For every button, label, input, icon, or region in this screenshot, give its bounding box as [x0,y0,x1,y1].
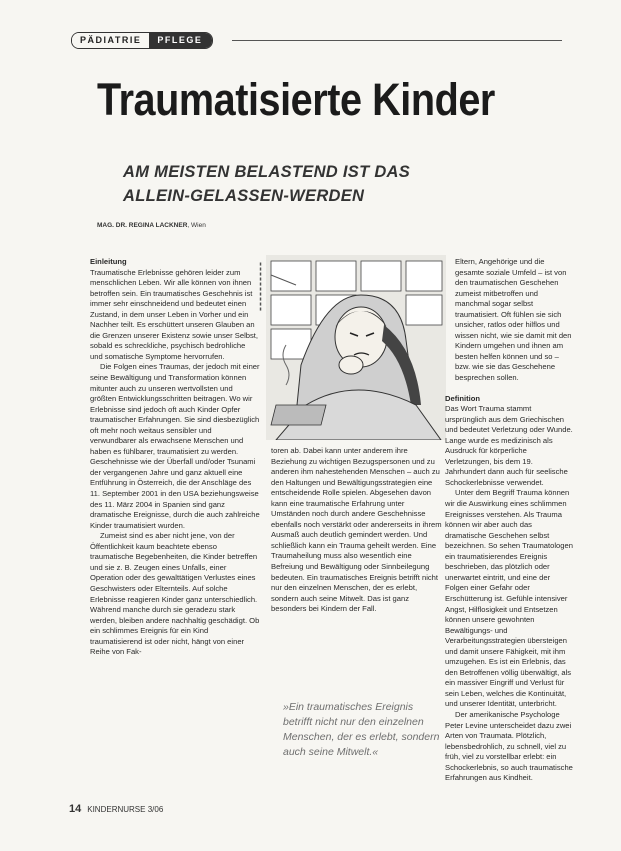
illustration-credit-mark: ▮▮▮▮▮▮▮▮▮▮ [258,262,263,312]
article-title: Traumatisierte Kinder [97,74,495,125]
paragraph: Der amerikanische Psychologe Peter Levine unterscheidet dazu zwei Arten von Traumata. Plötzlich, lebensbedrohlich, zu schnell, viel zu früh, viel zu vorstellbar erlebt: ein Schockerlebnis, so auch traumatische Erfahrungen aus Kindheit. [445,709,573,783]
subtitle-line-1: AM MEISTEN BELASTEND IST DAS [123,163,411,181]
rubric-paediatrie: PÄDIATRIE [72,33,149,48]
article-subtitle [123,160,410,208]
rubric-pflege: PFLEGE [149,33,212,48]
publication-issue: KINDERNURSE 3/06 [87,805,164,814]
subtitle-line-2: ALLEIN-GELASSEN-WERDEN [123,187,365,205]
byline [97,222,206,229]
header-rule [232,40,562,41]
illustration-sad-girl [266,255,446,440]
page-footer [69,803,163,815]
paragraph: Traumatische Erlebnisse gehören leider zum menschlichen Leben. Wir alle können von ihnen betroffen sein. Ein traumatisches Geschehnis ist immer sehr einschneidend und bedeutet einen Zustand, in dem unser Leben in Vorher und ein Nachher teilt. Es erschüttert unseren Glauben an die Grenzen unserer Existenz sowie unser Selbst, sobald es schreckliche, psychisch bedrohliche und somatische Symptome hervorrufen. [90,267,258,361]
author-name: MAG. DR. REGINA LACKNER [97,222,188,229]
paragraph: Die Folgen eines Traumas, der jedoch mit einer seine Bewältigung und Transformation können mitunter auch zu unseren wertvollsten und größten Entwicklungsschritten beitragen. Wo wir Erlebnisse sind jedoch oft auch Kinder Opfer traumatischer Erfahrungen. Sie sind diesbezüglich oft mehr noch weitaus sensibler und verwundbarer als erwachsene Menschen und haben es fühlbarer, traumatisiert zu werden. Geschehnisse wie der Überfall und/oder Tsunami der vergangenen Jahre und ganz aktuell eine Entführung in Österreich, die der Anschläge des 11. September 2001 in den USA beziehungsweise des 11. März 2004 in Spanien sind ganz dramatische Ereignisse, durch die auch zahlreiche Kinder traumatisiert wurden. [90,362,260,530]
page-number: 14 [69,803,82,815]
paragraph: Das Wort Trauma stammt ursprünglich aus dem Griechischen und bedeutet Verletzung oder Wunde. Lange wurde es medizinisch als Ausdruck für körperliche Verletzungen, bis dem 19. Jahrhundert dann auch für seelische Schockerlebnisse verwendet. [445,404,573,487]
text-column-3 [445,257,573,784]
text-column-2 [271,446,443,615]
paragraph: toren ab. Dabei kann unter anderem ihre Beziehung zu wichtigen Bezugspersonen und zu anderen ihm nahestehenden Menschen – auch zu den Haltungen und Bewältigungsstrategien eine entscheidende Rolle spielen. Abgesehen davon kann eine traumatische Erfahrung unter Umständen noch durch andere Geschehnisse ebenfalls noch verstärkt oder andererseits in ihrem Ausmaß auch deutlich gemindert werden. Und schließlich kann ein Trauma geheilt werden. Eine Traumaheilung muss also wesentlich eine Befreiung und Bewältigung oder Sinnbeilegung bedeuten. Ein traumatisches Ereignis betrifft nicht nur den einzelnen Menschen, der es erlebt, sondern auch seine Mitwelt. Das ist ganz besonders bei Kindern der Fall. [271,446,442,614]
paragraph: Unter dem Begriff Trauma können wir die Auswirkung eines schlimmen Ereignisses verstehen. Als Trauma können wir aber auch das dramatische Geschehen selbst bezeichnen. So sehen Traumatologen ein traumatisierendes Ereignis beschrieben, das plötzlich oder unerwartet eintritt, und eine der Folgen einer Gefahr oder Erschütterung ist. Gefühle intensiver Angst, Hilflosigkeit und Entsetzen können unsere gewohnten Bewältigungs- und Verarbeitungsstrategien übersteigen und damit unsere Fähigkeit, mit ihm umzugehen. Es ist ein Erlebnis, das den Betroffenen völlig überwältigt, als ein massiver Eingriff und Verlust für sein Leben, welches die Kontinuität, und unserer Identität, unterbricht. [445,488,573,709]
pull-quote: »Ein traumatisches Ereignis betrifft nicht nur den einzelnen Menschen, der es erlebt, sondern auch seine Mitwelt.« [283,701,440,758]
text-column-1 [90,257,260,658]
section-rubric [71,32,213,49]
section-heading-definition: Definition [445,393,481,403]
author-place: , Wien [187,222,206,229]
paragraph: Zumeist sind es aber nicht jene, von der Öffentlichkeit kaum beachtete ebenso traumatische Begebenheiten, die Kinder betreffen und sie z. B. Zeugen eines Unfalls, einer Operation oder des gewalttätigen Verlustes eines Geschwisters oder Elternteils. Auf solche Erlebnisse reagieren Kinder ganz unterschiedlich. Während manche durch sie geradezu stark werden, bleiben andere nachhaltig geschädigt. Ob ein schlimmes Ereignis für ein Kind traumatisierend ist oder nicht, hängt von einer Reihe von Fak- [90,531,260,657]
section-heading-einleitung: Einleitung [90,257,127,266]
paragraph: Eltern, Angehörige und die gesamte soziale Umfeld – ist von den traumatischen Geschehen zumeist mitbetroffen und manchmal sogar selbst traumatisiert. Oft fühlen sie sich unsicher, ratlos oder hilflos und wissen nicht, wie sie damit mit den Kindern umgehen und ihnen am besten helfen können und so – bzw. wie sie das Geschehene besprechen sollen. [455,257,572,383]
